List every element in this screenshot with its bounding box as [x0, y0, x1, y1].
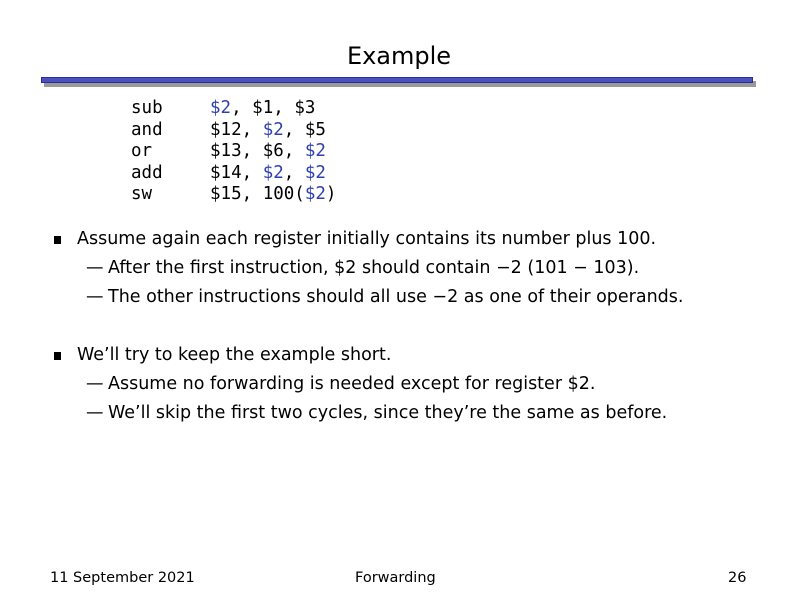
dash-marker: — [86, 374, 104, 394]
instruction-opcode: sub [131, 98, 163, 118]
operand-text: 100( [262, 184, 305, 205]
register-2-highlight: $2 [262, 119, 284, 140]
operand-text: $12 [210, 119, 242, 140]
operand-text: , [241, 119, 263, 140]
code-line [131, 120, 336, 142]
register-2-highlight: $2 [304, 141, 326, 162]
sub-bullet-text: After the first instruction, $2 should contain −2 (101 − 103). [108, 258, 640, 278]
operand-text: , [241, 184, 263, 205]
sub-bullet-line [53, 283, 683, 312]
operand-text: , [283, 141, 305, 162]
sub-bullet-line [53, 399, 683, 428]
bullet-line [53, 341, 683, 370]
bullet-text: We’ll try to keep the example short. [77, 345, 392, 365]
footer-topic: Forwarding [355, 570, 436, 586]
operand-text: $5 [304, 119, 326, 140]
operand-text: ) [325, 184, 337, 205]
register-2-highlight: $2 [210, 98, 232, 118]
operand-text: $13 [210, 141, 242, 162]
instruction-operands [210, 163, 326, 185]
bullet-item [53, 225, 683, 312]
operand-text: , [283, 162, 305, 183]
footer-page-number: 26 [728, 570, 747, 586]
operand-text: $15 [210, 184, 242, 205]
bullet-list [53, 225, 683, 428]
operand-text: $3 [294, 98, 316, 118]
operand-text: , [283, 119, 305, 140]
code-listing [131, 98, 336, 206]
dash-marker: — [86, 258, 104, 278]
title-rule [41, 77, 753, 83]
operand-text: $1 [252, 98, 274, 118]
operand-text: , [241, 141, 263, 162]
instruction-operands [210, 184, 336, 206]
footer-date: 11 September 2021 [50, 570, 195, 586]
bullet-text: Assume again each register initially contains its number plus 100. [77, 229, 657, 249]
instruction-operands [210, 120, 326, 142]
register-2-highlight: $2 [262, 162, 284, 183]
operand-text: , [241, 162, 263, 183]
instruction-opcode: add [131, 162, 163, 183]
code-line [131, 184, 336, 206]
instruction-opcode: and [131, 119, 163, 140]
instruction-opcode: or [131, 141, 153, 162]
code-line [131, 141, 336, 163]
sub-bullet-line [53, 370, 683, 399]
sub-bullet-text: We’ll skip the first two cycles, since they’re the same as before. [108, 403, 668, 423]
code-line [131, 98, 336, 120]
register-2-highlight: $2 [304, 184, 326, 205]
operand-text: $6 [262, 141, 284, 162]
operand-text: , [273, 98, 295, 118]
code-line [131, 163, 336, 185]
operand-text: $14 [210, 162, 242, 183]
sub-bullet-text: The other instructions should all use −2 as one of their operands. [108, 287, 684, 307]
sub-bullet-line [53, 254, 683, 283]
instruction-operands [210, 98, 315, 120]
square-bullet-icon [54, 352, 61, 360]
instruction-opcode: sw [131, 184, 153, 205]
instruction-operands [210, 141, 326, 163]
bullet-line [53, 225, 683, 254]
sub-bullet-text: Assume no forwarding is needed except for register $2. [108, 374, 596, 394]
square-bullet-icon [54, 236, 61, 244]
dash-marker: — [86, 403, 104, 423]
dash-marker: — [86, 287, 104, 307]
bullet-item [53, 341, 683, 428]
operand-text: , [231, 98, 253, 118]
register-2-highlight: $2 [304, 162, 326, 183]
slide-title: Example [346, 42, 452, 70]
